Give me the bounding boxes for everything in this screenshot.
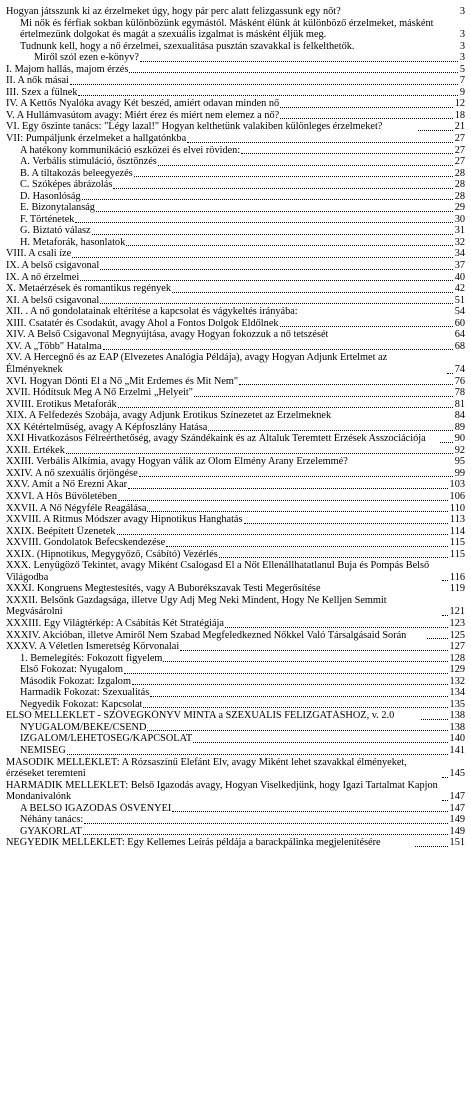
toc-entry[interactable] xyxy=(6,710,465,722)
toc-entry[interactable] xyxy=(6,433,465,445)
toc-entry-title: XXI Hivatkozásos Félreérthetőség, avagy Szándékaink és az Általuk Teremtett Érzések Asszociációja xyxy=(6,433,426,445)
toc-entry-title: IV. A Kettős Nyalóka avagy Két beszéd, amiért odavan minden nő xyxy=(6,98,280,110)
toc-entry[interactable] xyxy=(6,18,465,41)
toc-entry[interactable] xyxy=(6,653,465,665)
toc-entry-title: Első Fokozat: Nyugalom xyxy=(20,664,123,676)
toc-page-number: 3 xyxy=(459,40,465,52)
toc-dot-leader xyxy=(118,499,448,501)
toc-page-number: 123 xyxy=(449,617,465,629)
toc-entry[interactable] xyxy=(6,156,465,168)
toc-page-number: 134 xyxy=(449,687,465,699)
toc-page-number: 51 xyxy=(454,294,465,306)
toc-entry[interactable] xyxy=(6,179,465,191)
toc-dot-leader xyxy=(96,210,453,212)
toc-entry-title: V. A Hullámvasútom avagy: Miért érez és miért nem elemez a nő? xyxy=(6,109,280,121)
toc-entry-title: H. Metaforák, hasonlatok xyxy=(20,236,126,248)
toc-entry[interactable] xyxy=(6,687,465,699)
toc-entry[interactable] xyxy=(6,399,465,411)
toc-dot-leader xyxy=(134,175,453,177)
toc-entry[interactable] xyxy=(6,329,465,341)
toc-entry-title: XV. A Hercegnő és az EAP (Elvezetes Analógia Példája), avagy Hogyan Adjunk Ertelmet az Élményeknek xyxy=(6,352,388,375)
toc-page-number: 9 xyxy=(459,86,465,98)
toc-page-number: 99 xyxy=(454,467,465,479)
toc-dot-leader xyxy=(129,71,457,73)
toc-entry[interactable] xyxy=(6,376,465,388)
toc-dot-leader xyxy=(75,221,452,223)
toc-entry-title: Miről szól ezen e-könyv? xyxy=(34,52,139,64)
toc-entry[interactable] xyxy=(6,745,465,757)
toc-entry-title: XIII. Csatatér és Csodakút, avagy Ahol a Fontos Dolgok Eldőlnek xyxy=(6,317,279,329)
toc-dot-leader xyxy=(239,383,453,385)
toc-dot-leader xyxy=(415,845,448,847)
toc-dot-leader xyxy=(421,718,447,720)
toc-entry-title: XXXV. A Véletlen Ismeretség Körvonalai xyxy=(6,641,180,653)
toc-entry-title: NEMISÉG xyxy=(20,745,66,756)
toc-entry-title: HARMADIK MELLÉKLET: Belső Igazodás avagy, Hogyan Viselkedjünk, hogy Igazi Tartalmat Kapjon Mondanivalónk xyxy=(6,779,438,803)
toc-page-number: 151 xyxy=(449,837,465,849)
toc-page-number: 110 xyxy=(449,502,465,514)
toc-dot-leader xyxy=(194,395,453,397)
toc-page-number: 18 xyxy=(454,109,465,121)
toc-page-number: 3 xyxy=(459,29,465,41)
toc-entry[interactable] xyxy=(6,318,465,330)
toc-entry-title: XXV. Amit a Nő Érezni Akar xyxy=(6,479,128,491)
toc-entry[interactable] xyxy=(6,214,465,226)
toc-page-number: 37 xyxy=(454,260,465,272)
toc-entry-title: G. Biztató válasz xyxy=(20,225,91,237)
toc-entry[interactable] xyxy=(6,87,465,99)
toc-page-number: 113 xyxy=(449,514,465,526)
toc-entry[interactable] xyxy=(6,826,465,838)
toc-entry-title: VI. Egy őszinte tanács: "Légy lazal!" Hogyan kelthetünk valakiben különleges érzelmeket? xyxy=(6,121,383,133)
toc-page-number: 149 xyxy=(449,825,465,837)
toc-dot-leader xyxy=(180,649,447,651)
toc-dot-leader xyxy=(139,475,453,477)
toc-entry-title: XX Kétértelműség, avagy A Képfoszlány Hatása xyxy=(6,421,208,433)
toc-page-number: 127 xyxy=(449,641,465,653)
toc-entry[interactable] xyxy=(6,479,465,491)
toc-dot-leader xyxy=(166,545,448,547)
toc-page-number: 64 xyxy=(454,329,465,341)
toc-entry-title: B. A tiltakozás beleegyezés xyxy=(20,167,133,179)
toc-dot-leader xyxy=(70,83,458,85)
toc-entry-title: XXVIII. Gondolatok Befecskendezése xyxy=(6,537,166,549)
toc-entry[interactable] xyxy=(6,260,465,272)
toc-entry-title: I. Majom hallás, majom érzés xyxy=(6,63,129,75)
toc-entry[interactable] xyxy=(6,722,465,734)
toc-page-number: 140 xyxy=(449,733,465,745)
toc-page-number: 27 xyxy=(454,144,465,156)
toc-entry[interactable] xyxy=(6,814,465,826)
toc-page-number: 84 xyxy=(454,410,465,422)
toc-entry-title: XXX. Lenyűgöző Tekintet, avagy Miként Csalogasd El a Nőt Ellenállhatatlanul Buja és Pompás Belső Világodba xyxy=(6,560,430,583)
toc-page-number: 119 xyxy=(449,583,465,595)
toc-entry-title: XI. A belső csigavonal xyxy=(6,294,100,306)
toc-dot-leader xyxy=(349,465,444,466)
toc-dot-leader xyxy=(132,683,448,685)
toc-entry[interactable] xyxy=(6,387,465,399)
toc-entry-title: XXXIV. Akcióban, illetve Amiről Nem Szabad Megfeledkezned Nőkkel Való Társalgásaid Során xyxy=(6,629,407,641)
toc-dot-leader xyxy=(67,753,448,755)
toc-entry[interactable] xyxy=(6,225,465,237)
toc-entry-title: XIX. A Felfedezés Szobája, avagy Adjunk Erotikus Színezetet az Érzelmeknek xyxy=(6,410,332,422)
toc-dot-leader xyxy=(225,626,448,628)
toc-page-number: 145 xyxy=(449,768,465,780)
toc-entry[interactable] xyxy=(6,526,465,538)
toc-entry[interactable] xyxy=(6,583,465,595)
toc-entry-title: A hatékony kommunikáció eszközei és elvei röviden: xyxy=(20,144,241,156)
toc-page-number: 42 xyxy=(454,283,465,295)
toc-entry-title: IX. A belső csigavonal xyxy=(6,260,100,272)
toc-entry[interactable] xyxy=(6,837,465,849)
toc-dot-leader xyxy=(193,741,447,743)
toc-entry-title: NYUGALOM/BEKE/CSEND xyxy=(20,721,147,733)
toc-page-number: 115 xyxy=(449,537,465,549)
toc-dot-leader xyxy=(187,141,453,143)
toc-page-number: 54 xyxy=(454,306,465,318)
toc-dot-leader xyxy=(143,706,447,708)
toc-dot-leader xyxy=(442,776,448,778)
toc-dot-leader xyxy=(427,637,447,639)
toc-entry-title: XXIV. A nő szexuális őrjöngése xyxy=(6,467,138,479)
toc-dot-leader xyxy=(72,256,453,258)
toc-page-number: 32 xyxy=(454,236,465,248)
toc-dot-leader xyxy=(163,660,447,662)
toc-entry-title: XVI. Hogyan Dönti El a Nő „Mit Érdemes és Mit Nem" xyxy=(6,375,239,387)
toc-entry-title: XXXIII. Egy Világtérkép: A Csábítás Két Stratégiája xyxy=(6,617,224,629)
toc-entry-title: VIII. A csali íze xyxy=(6,248,72,260)
toc-entry-title: XVIII. Erotikus Metaforák xyxy=(6,398,117,410)
toc-dot-leader xyxy=(84,822,447,824)
toc-entry[interactable] xyxy=(6,202,465,214)
toc-page-number: 27 xyxy=(454,133,465,145)
toc-entry[interactable] xyxy=(6,757,465,780)
toc-entry[interactable] xyxy=(6,560,465,583)
toc-dot-leader xyxy=(329,338,443,339)
toc-entry-title: IZGALOM/LEHETŐSÉG/KAPCSOLAT xyxy=(20,733,193,745)
toc-entry-title: XXIX. Beépített Üzenetek xyxy=(6,525,116,537)
toc-entry[interactable] xyxy=(6,780,465,803)
toc-dot-leader xyxy=(100,268,452,270)
toc-entry[interactable] xyxy=(6,110,465,122)
toc-entry-title: IX. A nő érzelmei xyxy=(6,271,80,283)
toc-dot-leader xyxy=(172,291,453,293)
toc-entry[interactable] xyxy=(6,191,465,203)
toc-page-number: 135 xyxy=(449,698,465,710)
toc-dot-leader xyxy=(454,38,458,39)
toc-dot-leader xyxy=(100,302,452,304)
toc-entry[interactable] xyxy=(6,641,465,653)
toc-dot-leader xyxy=(147,729,447,731)
toc-page-number: 28 xyxy=(454,190,465,202)
toc-page-number: 5 xyxy=(459,63,465,75)
toc-dot-leader xyxy=(280,325,453,327)
toc-entry-title: XXVIII. A Ritmus Módszer avagy Hipnotikus Hanghatás xyxy=(6,514,243,526)
toc-dot-leader xyxy=(140,60,458,62)
toc-dot-leader xyxy=(150,695,447,697)
toc-page-number: 132 xyxy=(449,675,465,687)
toc-dot-leader xyxy=(117,533,448,535)
toc-entry-title: C. Szóképes ábrázolás xyxy=(20,179,113,191)
toc-dot-leader xyxy=(241,152,453,154)
toc-dot-leader xyxy=(128,487,447,489)
toc-entry[interactable] xyxy=(6,248,465,260)
toc-dot-leader xyxy=(103,348,453,350)
toc-dot-leader xyxy=(78,94,457,96)
toc-entry[interactable] xyxy=(6,630,465,642)
toc-entry-title: II. A nők másai xyxy=(6,75,69,87)
toc-entry-title: A BELSŐ IGAZODÁS ÖSVÉNYEI xyxy=(20,802,172,814)
toc-entry[interactable] xyxy=(6,422,465,434)
toc-entry[interactable] xyxy=(6,456,465,468)
toc-page-number: 121 xyxy=(449,606,465,618)
toc-entry-title: XXII. Értékek xyxy=(6,444,65,456)
toc-entry[interactable] xyxy=(6,503,465,515)
toc-dot-leader xyxy=(442,799,448,801)
toc-entry[interactable] xyxy=(6,468,465,480)
toc-entry[interactable] xyxy=(6,98,465,110)
toc-page-number: 78 xyxy=(454,387,465,399)
toc-page-number: 147 xyxy=(449,802,465,814)
toc-entry[interactable] xyxy=(6,237,465,249)
toc-dot-leader xyxy=(280,117,453,119)
toc-entry[interactable] xyxy=(6,514,465,526)
toc-dot-leader xyxy=(82,198,453,200)
toc-entry-title: XIV. A Belső Csigavonal Megnyújtása, avagy Hogyan fokozzuk a nő tetszését xyxy=(6,329,329,341)
toc-page-number: 149 xyxy=(449,814,465,826)
toc-entry[interactable] xyxy=(6,121,465,133)
toc-dot-leader xyxy=(113,187,452,189)
toc-dot-leader xyxy=(66,452,453,454)
toc-entry-title: Harmadik Fokozat: Szexualitás xyxy=(20,687,150,699)
toc-entry[interactable] xyxy=(6,341,465,353)
toc-page-number: 31 xyxy=(454,225,465,237)
toc-entry[interactable] xyxy=(6,549,465,561)
toc-entry-title: XII. . A nő gondolatainak eltérítése a kapcsolat és vágykeltés irányába: xyxy=(6,306,298,318)
toc-page-number: 114 xyxy=(449,525,465,537)
toc-entry[interactable] xyxy=(6,352,465,375)
toc-entry-title: F. Történetek xyxy=(20,213,75,225)
toc-page-number: 3 xyxy=(459,52,465,64)
toc-entry-title: XXXII. Belsőnk Gazdagsága, illetve Úgy Adj Meg Neki Mindent, Hogy Ne Kelljen Semmit Megvásárolni xyxy=(6,594,387,618)
toc-dot-leader xyxy=(172,810,447,812)
toc-entry-title: Második Fokozat: Izgalom xyxy=(20,675,131,687)
toc-entry-title: XXVII. A Nő Négyféle Reagálása xyxy=(6,502,147,514)
toc-page-number: 68 xyxy=(454,340,465,352)
toc-page-number: 28 xyxy=(454,179,465,191)
toc-dot-leader xyxy=(440,441,453,443)
toc-entry-title: XXXI. Kongruens Megtestesítés, vagy A Buborékszavak Testi Megerősítése xyxy=(6,583,321,595)
toc-entry-title: Tudnunk kell, hogy a nő érzelmei, szexualitása pusztán szavakkal is felkelthetők. xyxy=(20,40,355,52)
toc-entry-title: Néhány tanács: xyxy=(20,814,84,826)
toc-dot-leader xyxy=(147,510,448,512)
toc-dot-leader xyxy=(442,579,448,581)
toc-entry-title: XVII. Hódítsuk Meg A Nő Érzelmi „Helyeit" xyxy=(6,387,193,399)
toc-entry[interactable] xyxy=(6,676,465,688)
toc-page-number: 95 xyxy=(454,456,465,468)
toc-entry-title: ELSŐ MELLÉKLET - SZÖVEGKÖNYV MINTA a SZEXUÁLIS FELIZGATÁSHOZ, v. 2.0 xyxy=(6,710,395,722)
toc-page-number: 89 xyxy=(454,421,465,433)
toc-dot-leader xyxy=(442,614,448,616)
toc-entry[interactable] xyxy=(6,272,465,284)
toc-dot-leader xyxy=(280,106,453,108)
toc-page-number: 125 xyxy=(449,629,466,641)
toc-entry[interactable] xyxy=(6,537,465,549)
toc-dot-leader xyxy=(118,406,453,408)
toc-entry[interactable] xyxy=(6,733,465,745)
toc-page-number: 138 xyxy=(449,721,465,733)
toc-page-number: 21 xyxy=(454,121,465,133)
toc-page-number: 60 xyxy=(454,317,465,329)
toc-entry[interactable] xyxy=(6,306,465,318)
toc-page-number: 141 xyxy=(449,745,465,756)
toc-dot-leader xyxy=(418,129,453,131)
toc-page-number: 129 xyxy=(449,664,465,676)
toc-dot-leader xyxy=(92,233,453,235)
toc-entry[interactable] xyxy=(6,595,465,618)
toc-page-number: 138 xyxy=(449,710,465,722)
toc-page-number: 106 xyxy=(449,490,465,502)
toc-entry-title: VII: Pumpáljunk érzelmeket a hallgatónkba xyxy=(6,133,187,145)
toc-entry[interactable] xyxy=(6,295,465,307)
toc-entry-title: Negyedik Fokozat: Kapcsolat xyxy=(20,698,143,710)
toc-dot-leader xyxy=(158,164,453,166)
toc-entry[interactable] xyxy=(6,64,465,76)
toc-page-number: 115 xyxy=(449,548,465,560)
toc-page-number: 3 xyxy=(459,6,465,17)
toc-entry-title: X. Metaérzések és romantikus regények xyxy=(6,283,171,295)
toc-dot-leader xyxy=(80,279,453,281)
toc-dot-leader xyxy=(126,244,452,246)
toc-entry[interactable] xyxy=(6,283,465,295)
toc-dot-leader xyxy=(447,372,453,374)
toc-entry[interactable] xyxy=(6,52,465,64)
toc-entry-title: GYAKORLAT xyxy=(20,825,82,837)
toc-entry-title: D. Hasonlóság xyxy=(20,190,81,202)
toc-page-number: 90 xyxy=(454,433,466,445)
toc-page-number: 103 xyxy=(449,479,465,491)
toc-entry-title: XXIII. Verbális Alkímia, avagy Hogyan válik az Olom Elmény Arany Erzelemmé? xyxy=(6,456,348,468)
toc-page-number: 28 xyxy=(454,167,465,179)
toc-page-number: 147 xyxy=(449,791,465,803)
toc-dot-leader xyxy=(355,49,457,50)
toc-entry-title: NEGYEDIK MELLÉKLET: Egy Kellemes Leírás példája a barackpálinka megjelenítésére xyxy=(6,837,381,849)
toc-entry-title: A. Verbális stimuláció, ösztönzés xyxy=(20,156,157,168)
toc-page-number: 29 xyxy=(454,202,465,214)
toc-page-number: 81 xyxy=(454,398,465,410)
toc-dot-leader xyxy=(322,592,448,593)
toc-page-number: 34 xyxy=(454,248,465,260)
toc-dot-leader xyxy=(299,315,453,316)
toc-entry[interactable] xyxy=(6,41,465,53)
toc-entry[interactable] xyxy=(6,6,465,18)
toc-entry-title: MÁSODIK MELLÉKLET: A Rózsaszínű Elefánt Elv, avagy Miként lehet szavakkal élményeket, érzéseket teremteni xyxy=(6,756,407,780)
toc-entry[interactable] xyxy=(6,168,465,180)
toc-entry[interactable] xyxy=(6,491,465,503)
toc-entry-title: E. Bizonytalanság xyxy=(20,202,95,214)
toc-entry-title: XXIX. (Hipnotikus, Megygyőző, Csábító) Vezérlés xyxy=(6,548,218,560)
toc-page-number: 92 xyxy=(454,444,465,456)
toc-entry-title: Hogyan játsszunk ki az érzelmeket úgy, hogy pár perc alatt felizgassunk egy nőt? xyxy=(6,6,341,17)
toc-entry[interactable] xyxy=(6,618,465,630)
toc-page-number: 40 xyxy=(454,271,465,283)
toc-entry[interactable] xyxy=(6,664,465,676)
toc-dot-leader xyxy=(219,556,448,558)
toc-page-number: 12 xyxy=(454,98,465,110)
toc-dot-leader xyxy=(83,833,448,835)
toc-dot-leader xyxy=(342,15,458,16)
toc-dot-leader xyxy=(244,522,448,524)
toc-entry-title: III. Szex a fülnek xyxy=(6,86,78,98)
toc-page-number: 27 xyxy=(454,156,465,168)
toc-page-number: 128 xyxy=(449,652,465,664)
toc-page-number: 116 xyxy=(449,571,465,583)
toc-entry[interactable] xyxy=(6,445,465,457)
toc-page-number: 76 xyxy=(454,375,465,387)
toc-entry-title: 1. Bemelegítés: Fokozott figyelem xyxy=(20,652,163,664)
toc-entry[interactable] xyxy=(6,133,465,145)
toc-entry[interactable] xyxy=(6,145,465,157)
toc-entry-title: Mi nők és férfiak sokban különbözünk egymástól. Másként élünk át különböző érzelmeket, másként értelmezünk dolgokat és magát a szexuális izgalmat is másként éljük meg. xyxy=(20,17,434,41)
toc-page-number: 30 xyxy=(454,213,465,225)
toc-dot-leader xyxy=(332,419,444,420)
toc-entry[interactable] xyxy=(6,75,465,87)
toc-dot-leader xyxy=(208,429,452,431)
toc-page-number: 74 xyxy=(454,363,465,375)
toc-dot-leader xyxy=(124,672,448,674)
toc-entry-title: XV. A „Több" Hatalma xyxy=(6,340,102,352)
toc-entry-title: XXVI. A Hős Bűvöletében xyxy=(6,490,117,502)
toc-entry[interactable] xyxy=(6,803,465,815)
toc-entry[interactable] xyxy=(6,699,465,711)
toc-entry[interactable] xyxy=(6,410,465,422)
toc-page-number: 7 xyxy=(459,75,465,87)
